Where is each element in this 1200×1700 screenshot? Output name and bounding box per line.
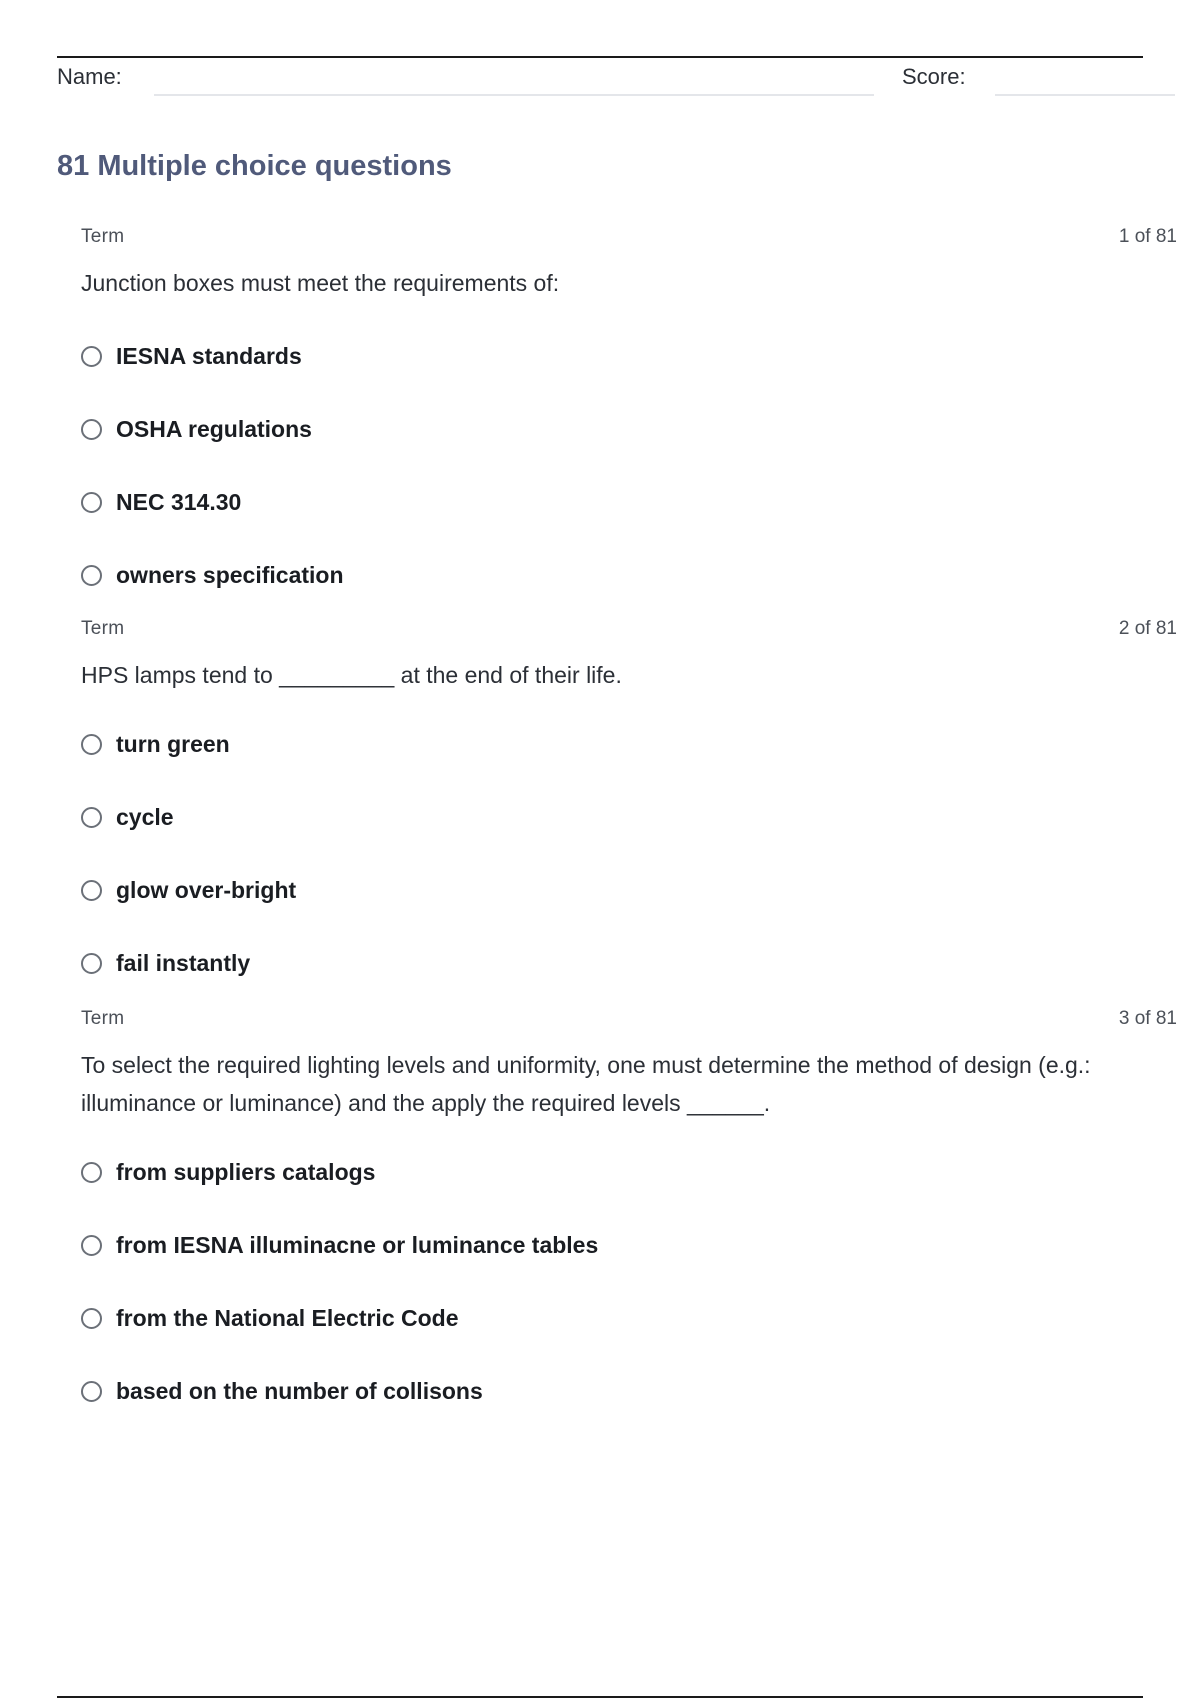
question-text: HPS lamps tend to _________ at the end of their life. xyxy=(81,662,622,688)
answer-option[interactable] xyxy=(81,320,1177,393)
answer-option[interactable] xyxy=(81,1136,1177,1209)
answer-option-label: from suppliers catalogs xyxy=(116,1159,376,1185)
question-meta xyxy=(81,1008,1177,1032)
section-title: 81 Multiple choice questions xyxy=(57,150,452,182)
radio-button-icon[interactable] xyxy=(81,1308,102,1329)
name-label: Name: xyxy=(57,64,122,89)
answer-option-label: OSHA regulations xyxy=(116,416,312,442)
answer-option-label: glow over-bright xyxy=(116,877,297,903)
question-counter: 2 of 81 xyxy=(1118,618,1177,639)
score-label: Score: xyxy=(902,64,966,89)
radio-button-icon[interactable] xyxy=(81,565,102,586)
question-text: To select the required lighting levels and uniformity, one must determine the method of design (e.g.: illuminance or luminance) and the apply the required levels ______. xyxy=(81,1052,1091,1116)
answer-option[interactable] xyxy=(81,854,1177,927)
question-2 xyxy=(81,618,1177,1000)
term-label: Term xyxy=(81,1008,125,1029)
answer-option[interactable] xyxy=(81,1355,1177,1428)
name-field[interactable] xyxy=(154,94,874,96)
term-label: Term xyxy=(81,618,125,639)
answer-option-label: from the National Electric Code xyxy=(116,1305,459,1331)
question-text: Junction boxes must meet the requirements of: xyxy=(81,270,560,296)
radio-button-icon[interactable] xyxy=(81,1235,102,1256)
question-1 xyxy=(81,226,1177,612)
radio-button-icon[interactable] xyxy=(81,1381,102,1402)
radio-button-icon[interactable] xyxy=(81,492,102,513)
question-meta xyxy=(81,226,1177,250)
answer-option[interactable] xyxy=(81,539,1177,612)
answer-option-label: from IESNA illuminacne or luminance tables xyxy=(116,1232,599,1258)
bottom-rule xyxy=(57,1696,1143,1698)
top-rule xyxy=(57,56,1143,58)
answer-option-label: based on the number of collisons xyxy=(116,1378,483,1404)
answer-option-label: cycle xyxy=(116,804,174,830)
question-counter: 1 of 81 xyxy=(1118,226,1177,247)
radio-button-icon[interactable] xyxy=(81,734,102,755)
question-meta xyxy=(81,618,1177,642)
answer-options xyxy=(81,1136,1177,1428)
answer-option-label: turn green xyxy=(116,731,230,757)
radio-button-icon[interactable] xyxy=(81,346,102,367)
answer-option[interactable] xyxy=(81,466,1177,539)
answer-option[interactable] xyxy=(81,393,1177,466)
score-field[interactable] xyxy=(995,94,1175,96)
radio-button-icon[interactable] xyxy=(81,953,102,974)
radio-button-icon[interactable] xyxy=(81,807,102,828)
answer-option-label: IESNA standards xyxy=(116,343,302,369)
answer-option[interactable] xyxy=(81,1282,1177,1355)
question-3 xyxy=(81,1008,1177,1428)
radio-button-icon[interactable] xyxy=(81,1162,102,1183)
answer-options xyxy=(81,708,1177,1000)
header-row xyxy=(57,62,1177,102)
answer-option[interactable] xyxy=(81,1209,1177,1282)
answer-option-label: owners specification xyxy=(116,562,344,588)
term-label: Term xyxy=(81,226,125,247)
answer-option[interactable] xyxy=(81,781,1177,854)
answer-options xyxy=(81,320,1177,612)
answer-option[interactable] xyxy=(81,708,1177,781)
radio-button-icon[interactable] xyxy=(81,419,102,440)
answer-option[interactable] xyxy=(81,927,1177,1000)
radio-button-icon[interactable] xyxy=(81,880,102,901)
answer-option-label: NEC 314.30 xyxy=(116,489,242,515)
answer-option-label: fail instantly xyxy=(116,950,251,976)
question-counter: 3 of 81 xyxy=(1118,1008,1177,1029)
